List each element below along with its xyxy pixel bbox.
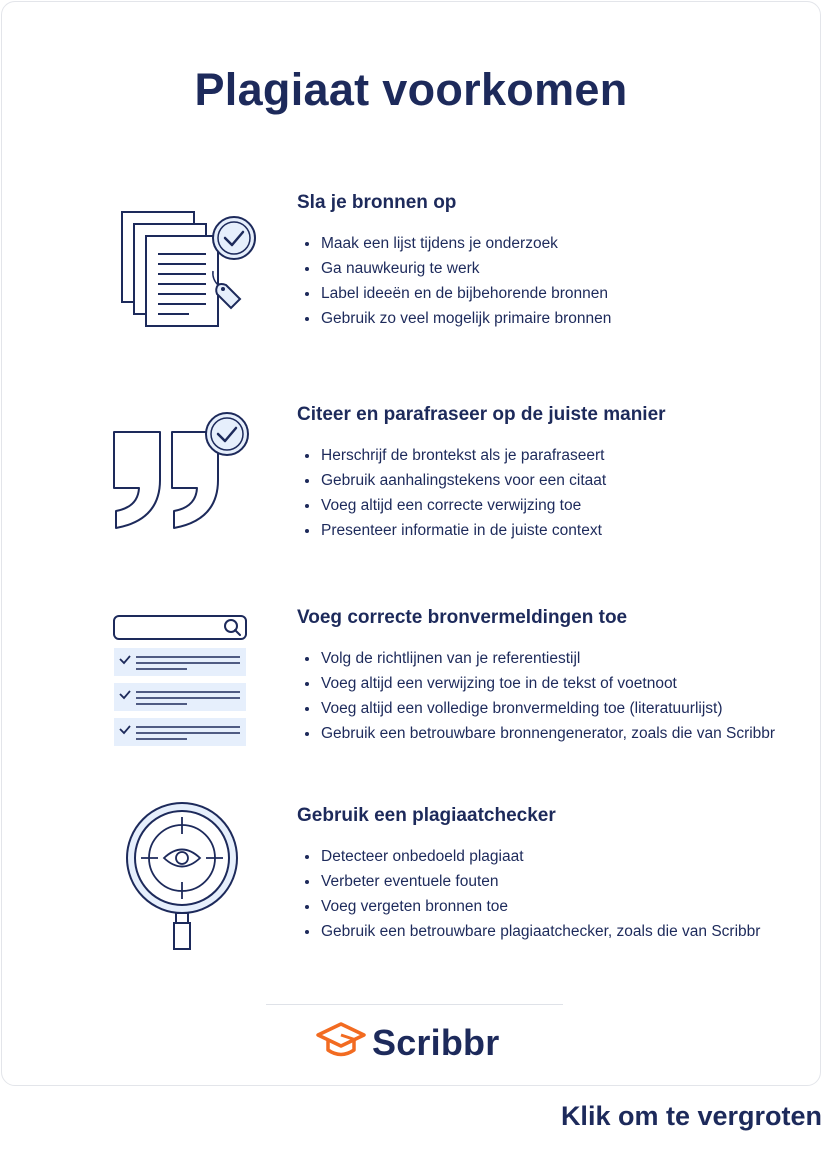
page-title: Plagiaat voorkomen: [194, 64, 628, 115]
quotation-marks-check-icon: [107, 408, 267, 543]
enlarge-link[interactable]: Klik om te vergroten: [560, 1101, 822, 1131]
documents-check-tag-icon: [107, 206, 267, 336]
graduation-cap-icon: [316, 1021, 366, 1066]
bullet-list: [301, 844, 781, 944]
divider: [266, 1004, 563, 1005]
list-item: Maak een lijst tijdens je onderzoek: [301, 231, 781, 256]
list-item: Gebruik een betrouwbare plagiaatchecker, zoals die van Scribbr: [301, 919, 781, 944]
list-item: Ga nauwkeurig te werk: [301, 256, 781, 281]
search-list-checked-icon: [107, 615, 257, 755]
magnifier-eye-icon: [122, 801, 247, 956]
list-item: Label ideeën en de bijbehorende bronnen: [301, 281, 781, 306]
section-heading: Citeer en parafraseer op de juiste manier: [297, 404, 666, 425]
infographic-card[interactable]: [1, 1, 821, 1086]
list-item: Presenteer informatie in de juiste context: [301, 518, 781, 543]
list-item: Gebruik een betrouwbare bronnengenerator, zoals die van Scribbr: [301, 721, 781, 746]
bullet-list: [301, 231, 781, 331]
section-heading: Gebruik een plagiaatchecker: [297, 805, 556, 826]
list-item: Voeg altijd een verwijzing toe in de tekst of voetnoot: [301, 671, 781, 696]
list-item: Gebruik aanhalingstekens voor een citaat: [301, 468, 781, 493]
logo-text: Scribbr: [372, 1022, 500, 1063]
section-heading: Sla je bronnen op: [297, 192, 457, 213]
list-item: Voeg altijd een correcte verwijzing toe: [301, 493, 781, 518]
list-item: Detecteer onbedoeld plagiaat: [301, 844, 781, 869]
list-item: Voeg vergeten bronnen toe: [301, 894, 781, 919]
bullet-list: [301, 646, 781, 746]
list-item: Voeg altijd een volledige bronvermelding toe (literatuurlijst): [301, 696, 781, 721]
scribbr-logo[interactable]: [316, 1020, 499, 1066]
list-item: Herschrijf de brontekst als je parafraseert: [301, 443, 781, 468]
section-heading: Voeg correcte bronvermeldingen toe: [297, 607, 628, 628]
list-item: Volg de richtlijnen van je referentiestijl: [301, 646, 781, 671]
list-item: Gebruik zo veel mogelijk primaire bronnen: [301, 306, 781, 331]
bullet-list: [301, 443, 781, 543]
list-item: Verbeter eventuele fouten: [301, 869, 781, 894]
